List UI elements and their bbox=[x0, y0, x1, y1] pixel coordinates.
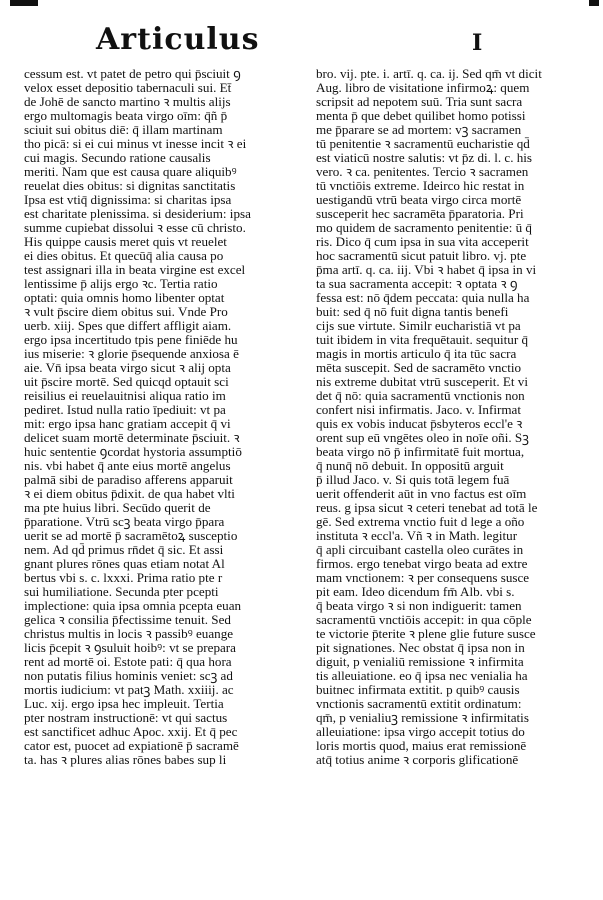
right-column-line: alleuiatione: ipsa virgo accepit totius do bbox=[316, 724, 525, 739]
right-column-line: te victorie p̄terite ꝛ plene glie future susce bbox=[316, 626, 536, 641]
right-column-line: menta p̄ que debet quilibet homo potissi bbox=[316, 108, 526, 123]
right-column-line: mo quidem de sacramento penitentie: ū q̄ bbox=[316, 220, 532, 235]
right-column-line: magis in mortis articulo q̄ ita tūc sacra bbox=[316, 346, 517, 361]
left-column-line: ta. has ꝛ plures alias rōnes babes sup li bbox=[24, 752, 227, 767]
right-column-line: p̄ illud Jaco. v. Si quis totā legem fuā bbox=[316, 472, 510, 487]
left-text-column bbox=[24, 67, 294, 767]
left-column-line: velox esset depositio tabernaculi sui. Et̄ bbox=[24, 80, 232, 95]
left-column-line: cator est, puocet ad expiationē p̄ sacramē bbox=[24, 738, 239, 753]
left-column-line: lentissime p̄ alijs ergo ꝛc. Tertia ratio bbox=[24, 276, 218, 291]
right-column-line: orent sup eū vngētes oleo in noīe oñi. Sꝫ bbox=[316, 430, 529, 445]
right-column-line: sacramentū vnctiōis accepit: in qua cōple bbox=[316, 612, 532, 627]
left-column-line: optati: quia omnis homo libenter optat bbox=[24, 290, 225, 305]
left-column-line: huic sententie ꝯcordat hystoria assumptiō bbox=[24, 444, 242, 459]
right-column-line: fessa est: nō q̄dem peccata: quia nulla ha bbox=[316, 290, 530, 305]
left-column-line: palmā sibi de paradiso afferens apparuit bbox=[24, 472, 233, 487]
right-column-line: beata virgo nō p̄ infirmitatē fuit mortua, bbox=[316, 444, 525, 459]
top-edge-mark-left bbox=[10, 0, 38, 6]
right-column-line: vero. ꝛ ca. penitentes. Tercio ꝛ sacramen bbox=[316, 164, 529, 179]
left-column-line: reuelat dies obitus: si dignitas sanctitatis bbox=[24, 178, 236, 193]
left-column-line: reisilius ei reuelauitnisi aliqua ratio im bbox=[24, 388, 226, 403]
right-column-line: ta sua sacramenta accepit: ꝛ optata ꝛ ꝯ bbox=[316, 276, 518, 291]
right-column-line: nis extreme dubitat vtrū susceperit. Et vi bbox=[316, 374, 528, 389]
right-column-line: reus. g ipsa sicut ꝛ ceteri tenebat ad totā le bbox=[316, 500, 538, 515]
right-column-line: pit eam. Ideo dicendum fm̄ Alb. vbi s. bbox=[316, 584, 515, 599]
right-column-line: susceperit hec sacramēta p̄paratoria. Pri bbox=[316, 206, 524, 221]
right-column-line: tuit ibidem in vita frequētauit. sequitur q̄ bbox=[316, 332, 528, 347]
right-column-line: firmos. ergo tenebat virgo beata ad extre bbox=[316, 556, 528, 571]
right-column-line: qm̄, p venialiuꝫ remissione ꝛ infirmitatis bbox=[316, 710, 529, 725]
right-column-line: loris mortis quod, maius erat remissionē bbox=[316, 738, 527, 753]
left-column-line: pediret. Istud nulla ratio īpediuit: vt pa bbox=[24, 402, 226, 417]
right-text-column bbox=[316, 67, 580, 767]
right-column-line: bro. vij. pte. i. artī. q. ca. ij. Sed qm̄ vt dicit bbox=[316, 67, 542, 81]
running-head: Articulus bbox=[96, 22, 260, 57]
left-column-line: nem. Ad qd̄ primus rn̄det q̄ sic. Et assi bbox=[24, 542, 224, 557]
left-column-line: non putatis filius hominis veniet: scꝫ ad bbox=[24, 668, 233, 683]
left-column-line: rent ad mortē oi. Estote pati: q̄ qua hora bbox=[24, 654, 232, 669]
left-column-line: christus multis in locis ꝛ passibꝰ euange bbox=[24, 626, 234, 641]
left-column-line: est sanctificet adhuc Apoc. xxij. Et q̄ pec bbox=[24, 724, 238, 739]
left-column-line: uerb. xiij. Spes que differt affligit aiam. bbox=[24, 318, 232, 333]
left-column-line: est charitate plenissima. si desiderium: ipsa bbox=[24, 206, 251, 221]
right-column-line: quis ex vobis inducat p̄sbyteros eccl'e ꝛ bbox=[316, 416, 523, 431]
right-column-line: det q̄ nō: quia sacramentū vnctionis non bbox=[316, 388, 525, 403]
right-column-line: ris. Dico q̄ cum ipsa in sua vita acceperit bbox=[316, 234, 529, 249]
right-column-line: est viaticū nostre salutis: vt p̄z di. l. c. his bbox=[316, 150, 533, 165]
right-column-line: uestigandū vtrū beata virgo circa mortē bbox=[316, 192, 522, 207]
right-column-line: vnctionis sacramentū extitit ordinatum: bbox=[316, 696, 522, 711]
left-column-line: sui humiliatione. Secunda pter pcepti bbox=[24, 584, 219, 599]
right-column-line: mēta suscepit. Sed de sacramēto vnctio bbox=[316, 360, 522, 375]
left-column-line: ꝛ vult p̄scire diem obitus sui. Vnde Pro bbox=[24, 304, 228, 319]
left-column-line: test assignari illa in beata virgine est excel bbox=[24, 262, 246, 277]
left-column-line: ei dies obitus. Et quecūq̄ alia causa po bbox=[24, 248, 224, 263]
left-column-line: nis. vbi habet q̄ ante eius mortē angelus bbox=[24, 458, 231, 473]
left-column-line: cui magis. Secundo ratione causalis bbox=[24, 150, 211, 165]
right-column-line: Aug. libro de visitatione infirmoꝝ: quem bbox=[316, 80, 530, 95]
right-column-line: tū penitentie ꝛ sacramentū eucharistie qd̄ bbox=[316, 136, 530, 151]
left-column-line: Ipsa est vtiq̄ dignissima: si charitas ipsa bbox=[24, 192, 232, 207]
left-column-line: ma pte huius libri. Secūdo querit de bbox=[24, 500, 211, 515]
left-column-line: mortis iudicium: vt patꝫ Math. xxiiij. ac bbox=[24, 682, 234, 697]
right-column-line: p̄ma artī. q. ca. iij. Vbi ꝛ habet q̄ ipsa in vi bbox=[316, 262, 537, 277]
right-column-line: tū vnctiōis extreme. Ideirco hic restat in bbox=[316, 178, 525, 193]
left-column-line: uerit se ad mortē p̄ sacramētoꝝ susceptio bbox=[24, 528, 238, 543]
left-column-line: bertus vbi s. c. lxxxi. Prima ratio pte r bbox=[24, 570, 223, 585]
left-column-line: ꝛ ei diem obitus p̄dixit. de qua habet vlti bbox=[24, 486, 235, 501]
left-column-line: meriti. Nam que est causa quare aliquibꝰ bbox=[24, 164, 237, 179]
left-column-line: sciuit sui obitus diē: q̄ illam martinam bbox=[24, 122, 223, 137]
right-column-line: instituta ꝛ eccl'a. Vñ ꝛ in Math. legitur bbox=[316, 528, 518, 543]
left-column-line: de Johē de sancto martino ꝛ multis alijs bbox=[24, 94, 231, 109]
left-column-line: p̄paratione. Vtrū scꝫ beata virgo p̄para bbox=[24, 514, 225, 529]
left-column-line: gelica ꝛ consilia p̄fectissime tenuit. Sed bbox=[24, 612, 231, 627]
left-column-line: implectione: quia ipsa omnia pcepta euan bbox=[24, 598, 242, 613]
left-column-line: licis p̄cepit ꝛ ꝯsuluit hoibꝰ: vt se prepara bbox=[24, 640, 236, 655]
right-column-line: me p̄parare se ad mortem: vꝫ sacramen bbox=[316, 122, 522, 137]
left-column-line: summe cupiebat dissolui ꝛ esse cū christo. bbox=[24, 220, 246, 235]
right-column-line: cijs sue virtute. Similr eucharistiā vt pa bbox=[316, 318, 521, 333]
left-column-line: ius miserie: ꝛ glorie p̄sequende anxiosa ē bbox=[24, 346, 239, 361]
right-column-line: gē. Sed extrema vnctio fuit d lege a oño bbox=[316, 514, 525, 529]
right-column-line: hoc sacramentū sicut patuit libro. vj. pte bbox=[316, 248, 527, 263]
right-column-line: atq̄ totius anime ꝛ corporis glificationē bbox=[316, 752, 519, 767]
right-column-line: mam vnctionem: ꝛ per consequens susce bbox=[316, 570, 530, 585]
right-column-line: tis alleuiatione. eo q̄ ipsa nec venialia ha bbox=[316, 668, 528, 683]
left-column-line: tho picā: si ei cui minus vt inesse incit ꝛ ei bbox=[24, 136, 247, 151]
right-column-line: buitnec infirmata extitit. p quibꝰ causis bbox=[316, 682, 520, 697]
left-column-line: aie. Vn̄ ipsa beata virgo sicut ꝛ alij opta bbox=[24, 360, 231, 375]
right-column-line: diguit, p venialiū remissione ꝛ infirmita bbox=[316, 654, 524, 669]
left-column-line: cessum est. vt patet de petro qui p̄sciuit ꝯ bbox=[24, 67, 241, 81]
left-column-line: delicet suam mortē determinate p̄sciuit. ꝛ bbox=[24, 430, 240, 445]
right-column-line: confert nisi infirmatis. Jaco. v. Infirmat bbox=[316, 402, 521, 417]
right-column-line: scripsit ad nepotem suū. Tria sunt sacra bbox=[316, 94, 523, 109]
left-column-line: His quippe causis meret quis vt reuelet bbox=[24, 234, 227, 249]
left-column-line: gnant plures rōnes quas etiam notat Al bbox=[24, 556, 225, 571]
left-column-line: ergo ipsa incertitudo tpis pene finiēde hu bbox=[24, 332, 238, 347]
left-column-line: Luc. xij. ergo ipsa hec impleuit. Tertia bbox=[24, 696, 224, 711]
right-column-line: q̄ nunq̄ nō debuit. In oppositū arguit bbox=[316, 458, 504, 473]
top-edge-mark-right bbox=[589, 0, 599, 6]
right-column-line: buit: sed q̄ nō fuit digna tantis benefi bbox=[316, 304, 509, 319]
right-column-line: q̄ apli circuibant castella oleo curātes in bbox=[316, 542, 524, 557]
left-column-line: pter nostram instructionē: vt qui sactus bbox=[24, 710, 228, 725]
left-column-line: mit: ergo ipsa hanc gratiam accepit q̄ vi bbox=[24, 416, 231, 431]
right-column-line: q̄ beata virgo ꝛ si non indiguerit: tamen bbox=[316, 598, 522, 613]
left-column-line: uit p̄scire mortē. Sed quicqd optauit sci bbox=[24, 374, 229, 389]
right-column-line: uerit offenderit aūt in vno factus est oīm bbox=[316, 486, 527, 501]
right-column-line: pit signationes. Nec obstat q̄ ipsa non in bbox=[316, 640, 525, 655]
left-column-line: ergo multomagis beata virgo oīm: q̄ñ p̄ bbox=[24, 108, 228, 123]
folio-number: I bbox=[472, 30, 483, 56]
